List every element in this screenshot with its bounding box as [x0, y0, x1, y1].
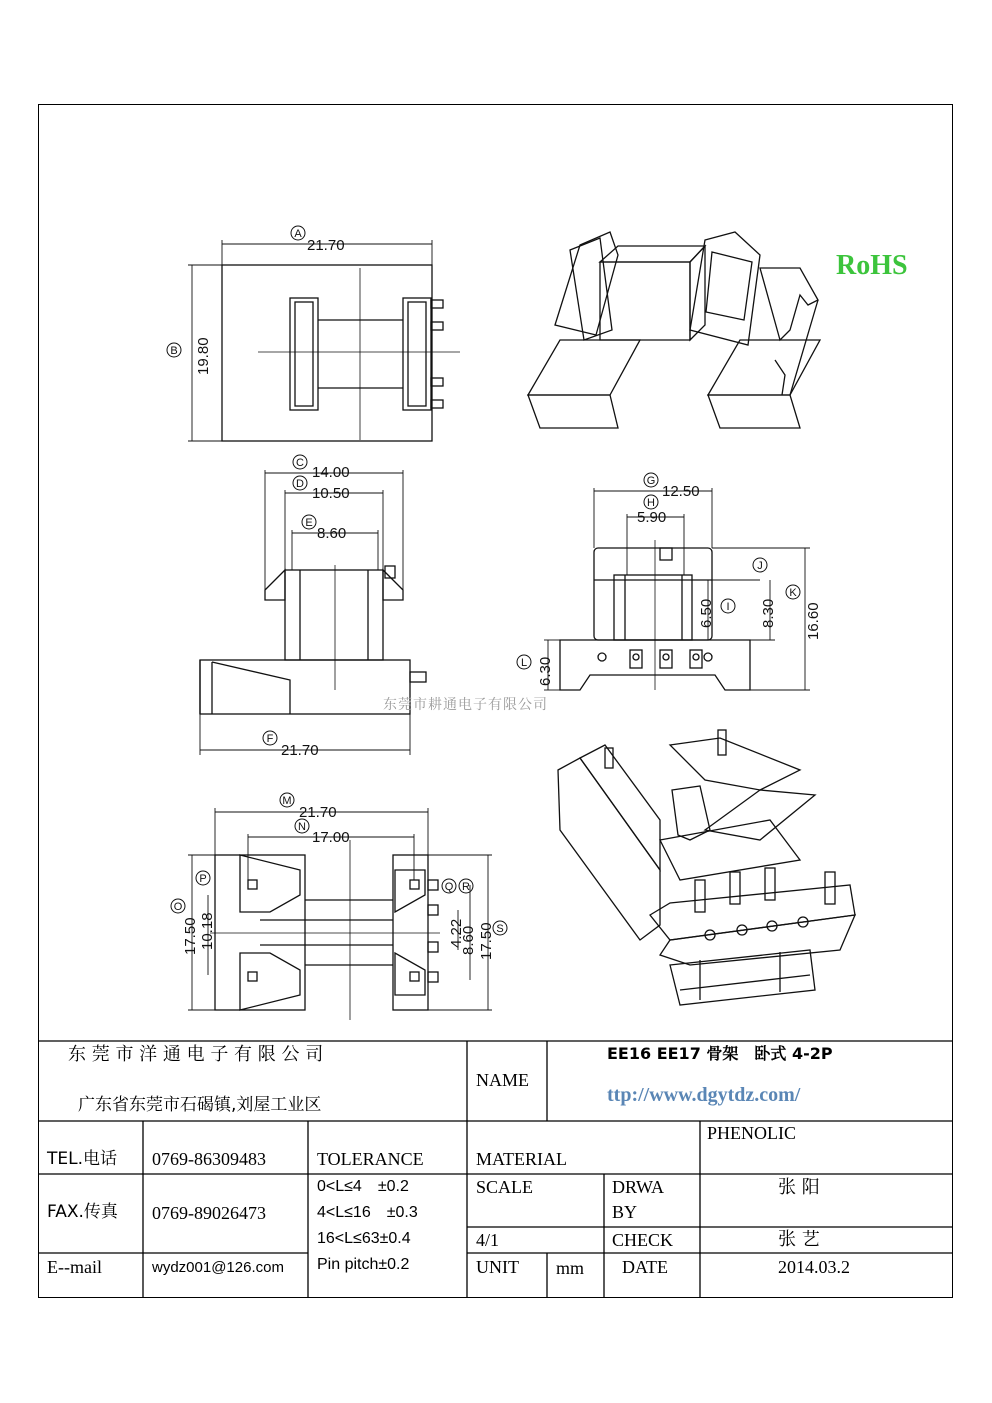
watermark: 东莞市耕通电子有限公司 — [383, 697, 548, 713]
dim-letter-l: L — [520, 657, 528, 669]
email-label: E--mail — [47, 1257, 102, 1277]
tolerance-row-2: 4<L≤16 ±0.3 — [317, 1204, 418, 1221]
dim-letter-a: A — [294, 228, 302, 240]
dim-letter-f: F — [266, 733, 274, 745]
unit-label: UNIT — [476, 1257, 519, 1277]
drawn-by-value: 张 阳 — [778, 1177, 820, 1198]
dim-letter-b: B — [170, 345, 178, 357]
dim-value-e: 8.60 — [317, 525, 347, 542]
dim-value-k: 16.60 — [805, 602, 822, 640]
dim-letter-m: M — [282, 795, 292, 807]
dim-value-g: 12.50 — [662, 483, 700, 500]
product-name: EE16 EE17 骨架 卧式 4-2P — [607, 1044, 833, 1063]
rohs-mark: RoHS — [836, 250, 908, 281]
dim-letter-j: J — [757, 560, 763, 572]
tel-value: 0769-86309483 — [152, 1149, 266, 1169]
tolerance-row-1: 0<L≤4 ±0.2 — [317, 1178, 409, 1195]
dim-value-s2: 8.60 — [460, 925, 477, 955]
dim-letter-g: G — [646, 475, 656, 487]
fax-label: FAX.传真 — [47, 1202, 118, 1222]
dim-letter-k: K — [789, 587, 797, 599]
name-label: NAME — [476, 1070, 529, 1090]
dim-value-c: 14.00 — [312, 464, 350, 481]
dim-value-n: 17.00 — [312, 829, 350, 846]
drawn-by-label-1: DRWA — [612, 1177, 665, 1197]
dim-letter-o: O — [173, 901, 183, 913]
dim-value-d: 10.50 — [312, 485, 350, 502]
dim-value-s: 17.50 — [478, 922, 495, 960]
check-label: CHECK — [612, 1230, 674, 1250]
dim-value-f: 21.70 — [281, 742, 319, 759]
tolerance-label: TOLERANCE — [317, 1149, 424, 1169]
dim-value-l: 6.30 — [537, 656, 554, 686]
dim-letter-e: E — [305, 517, 313, 529]
drawn-by-label-2: BY — [612, 1202, 638, 1222]
website-link[interactable]: ttp://www.dgytdz.com/ — [607, 1084, 801, 1106]
material-value: PHENOLIC — [707, 1123, 796, 1143]
tolerance-row-4: Pin pitch±0.2 — [317, 1256, 410, 1273]
scale-value: 4/1 — [476, 1230, 500, 1250]
material-label: MATERIAL — [476, 1149, 567, 1169]
dim-letter-i: I — [726, 601, 730, 613]
fax-value: 0769-89026473 — [152, 1203, 266, 1223]
email-value[interactable]: wydz001@126.com — [152, 1259, 284, 1276]
dim-letter-r: R — [462, 881, 470, 893]
dim-value-h: 5.90 — [637, 509, 667, 526]
date-label: DATE — [622, 1257, 668, 1277]
company-name: 东 莞 市 洋 通 电 子 有 限 公 司 — [68, 1044, 324, 1065]
dim-value-o: 17.50 — [182, 917, 199, 955]
dim-value-b: 19.80 — [195, 337, 212, 375]
dim-value-s1: 4.22 — [448, 918, 465, 948]
dim-letter-s: S — [496, 923, 504, 935]
dim-value-o2: 10.18 — [199, 912, 216, 950]
dim-letter-p: P — [199, 873, 207, 885]
dim-letter-c: C — [296, 457, 304, 469]
unit-value: mm — [556, 1258, 585, 1278]
dim-value-m: 21.70 — [299, 804, 337, 821]
dim-value-i: 6.50 — [698, 598, 715, 628]
company-address: 广东省东莞市石碣镇,刘屋工业区 — [78, 1095, 322, 1115]
dim-value-j: 8.30 — [760, 598, 777, 628]
dim-letter-n: N — [298, 821, 306, 833]
dim-value-a: 21.70 — [307, 237, 345, 254]
scale-label: SCALE — [476, 1177, 534, 1197]
checked-by-value: 张 艺 — [778, 1229, 820, 1250]
dim-letter-d: D — [296, 478, 304, 490]
dim-letter-h: H — [647, 497, 655, 509]
dim-letter-q: Q — [444, 881, 454, 893]
tel-label: TEL.电话 — [47, 1149, 118, 1169]
tolerance-row-3: 16<L≤63±0.4 — [317, 1230, 411, 1247]
date-value: 2014.03.2 — [778, 1257, 850, 1277]
